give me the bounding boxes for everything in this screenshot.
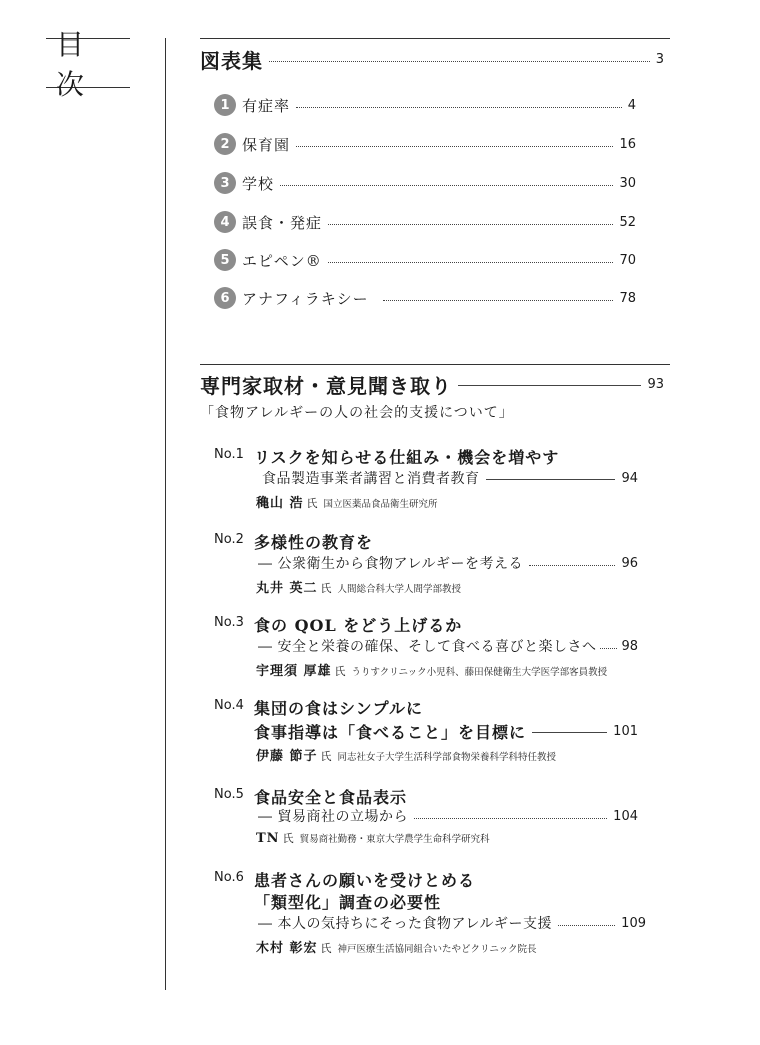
toc-heading: 目 次	[46, 38, 130, 88]
author-affiliation: 人間総合科大学人間学部教授	[337, 584, 462, 595]
leader-dots	[558, 925, 615, 926]
leader-dots	[296, 107, 622, 108]
article-number: No.6	[214, 870, 244, 885]
article-subtitle: ― 公衆衛生から食物アレルギーを考える	[258, 556, 524, 572]
article-author	[256, 830, 490, 846]
chapter-entry[interactable]	[214, 93, 636, 117]
article-number: No.1	[214, 447, 244, 462]
author-honorific: 氏	[334, 665, 346, 678]
chapter-number-badge: 3	[214, 172, 236, 194]
article-number: No.4	[214, 698, 244, 713]
chapter-number-badge: 6	[214, 287, 236, 309]
interviews-entry[interactable]	[200, 370, 664, 398]
page-number: 70	[619, 252, 636, 268]
article-number: No.3	[214, 615, 244, 630]
chapter-entry[interactable]	[214, 171, 636, 195]
article-subtitle: ― 貿易商社の立場から	[258, 809, 408, 825]
figures-entry[interactable]	[200, 46, 664, 72]
interviews-title: 専門家取材・意見聞き取り	[200, 373, 452, 398]
chapter-number-badge: 4	[214, 211, 236, 233]
leader-dots	[529, 565, 615, 566]
article-author	[256, 577, 461, 596]
article-subtitle: ― 本人の気持ちにそった食物アレルギー支援	[258, 916, 553, 932]
article-entry[interactable]	[258, 805, 638, 827]
article-title[interactable]: リスクを知らせる仕組み・機会を増やす	[254, 448, 560, 467]
chapter-title: 有症率	[242, 96, 291, 115]
article-author	[256, 745, 556, 764]
chapter-number-badge: 2	[214, 133, 236, 155]
author-honorific: 氏	[320, 750, 332, 763]
author-affiliation: 同志社女子大学生活科学部食物栄養科学科特任教授	[337, 752, 557, 763]
author-name: 丸井 英二	[256, 581, 318, 596]
chapter-title: 学校	[242, 174, 275, 193]
author-affiliation: 神戸医療生活協同組合いたやどクリニック院長	[337, 944, 537, 955]
article-title-line2: 「類型化」調査の必要性	[254, 893, 442, 912]
article-title[interactable]: 集団の食はシンプルに	[254, 699, 423, 718]
chapter-entry[interactable]	[214, 210, 636, 234]
article-title-line2: 食事指導は「食べること」を目標に	[254, 722, 527, 742]
leader-dots	[600, 648, 617, 649]
chapter-entry[interactable]	[214, 132, 636, 156]
author-honorific: 氏	[306, 497, 318, 510]
article-title[interactable]: 食の QOL をどう上げるか	[254, 616, 463, 635]
article-subtitle: ― 安全と栄養の確保、そして食べる喜びと楽しさへ	[258, 639, 597, 655]
chapter-number-badge: 1	[214, 94, 236, 116]
figures-title: 図表集	[200, 48, 263, 73]
author-name: 宇理須 厚雄	[256, 664, 332, 679]
section-rule-interviews	[200, 364, 670, 365]
page-number: 104	[613, 808, 638, 824]
article-entry[interactable]	[254, 719, 638, 743]
chapter-title: 誤食・発症	[242, 213, 323, 232]
article-entry[interactable]	[258, 552, 638, 574]
leader-line	[486, 479, 616, 480]
chapter-title: アナフィラキシー	[242, 289, 369, 308]
article-author	[256, 660, 607, 679]
article-entry[interactable]	[258, 635, 638, 657]
page-number: 16	[619, 136, 636, 152]
leader-dots	[328, 262, 614, 263]
page-number: 98	[621, 638, 638, 654]
leader-line	[458, 385, 641, 386]
author-affiliation: 国立医薬品食品衛生研究所	[323, 499, 438, 510]
leader-dots	[280, 185, 613, 186]
page-number: 3	[655, 51, 664, 67]
article-author	[256, 492, 438, 511]
leader-dots	[269, 61, 650, 62]
page-number: 101	[613, 723, 638, 739]
leader-dots	[414, 818, 607, 819]
author-name: 木村 彰宏	[256, 941, 318, 956]
page-number: 93	[647, 376, 664, 392]
author-affiliation: うりすクリニック小児科、藤田保健衛生大学医学部客員教授	[351, 667, 608, 678]
chapter-entry[interactable]	[214, 286, 636, 310]
chapter-entry[interactable]	[214, 248, 636, 272]
article-title[interactable]: 多様性の教育を	[254, 533, 374, 552]
article-author	[256, 937, 536, 956]
section-rule-figures	[200, 38, 670, 39]
page-number: 109	[621, 915, 646, 931]
article-entry[interactable]	[258, 912, 646, 934]
author-honorific: 氏	[320, 942, 332, 955]
author-name: TN	[256, 831, 280, 846]
article-number: No.2	[214, 532, 244, 547]
author-name: 伊藤 節子	[256, 749, 318, 764]
chapter-title: エピペン®	[242, 251, 322, 270]
article-title[interactable]: 患者さんの願いを受けとめる	[254, 871, 476, 890]
author-honorific: 氏	[282, 832, 294, 845]
article-entry[interactable]	[262, 467, 638, 489]
page-number: 30	[619, 175, 636, 191]
page-number: 94	[621, 470, 638, 486]
page-number: 78	[619, 290, 636, 306]
vertical-divider	[165, 38, 166, 990]
author-name: 穐山 浩	[256, 496, 304, 511]
page-number: 4	[627, 97, 636, 113]
article-subtitle: 食品製造事業者講習と消費者教育	[262, 471, 480, 487]
article-number: No.5	[214, 787, 244, 802]
author-affiliation: 貿易商社勤務・東京大学農学生命科学研究科	[299, 834, 490, 845]
page-number: 52	[619, 214, 636, 230]
interviews-subtitle: 「食物アレルギーの人の社会的支援について」	[200, 405, 514, 421]
leader-line	[532, 732, 607, 733]
author-honorific: 氏	[320, 582, 332, 595]
page-number: 96	[621, 555, 638, 571]
chapter-number-badge: 5	[214, 249, 236, 271]
chapter-title: 保育園	[242, 135, 291, 154]
article-title[interactable]: 食品安全と食品表示	[254, 788, 408, 807]
leader-dots	[328, 224, 613, 225]
leader-dots	[383, 300, 614, 301]
leader-dots	[296, 146, 613, 147]
